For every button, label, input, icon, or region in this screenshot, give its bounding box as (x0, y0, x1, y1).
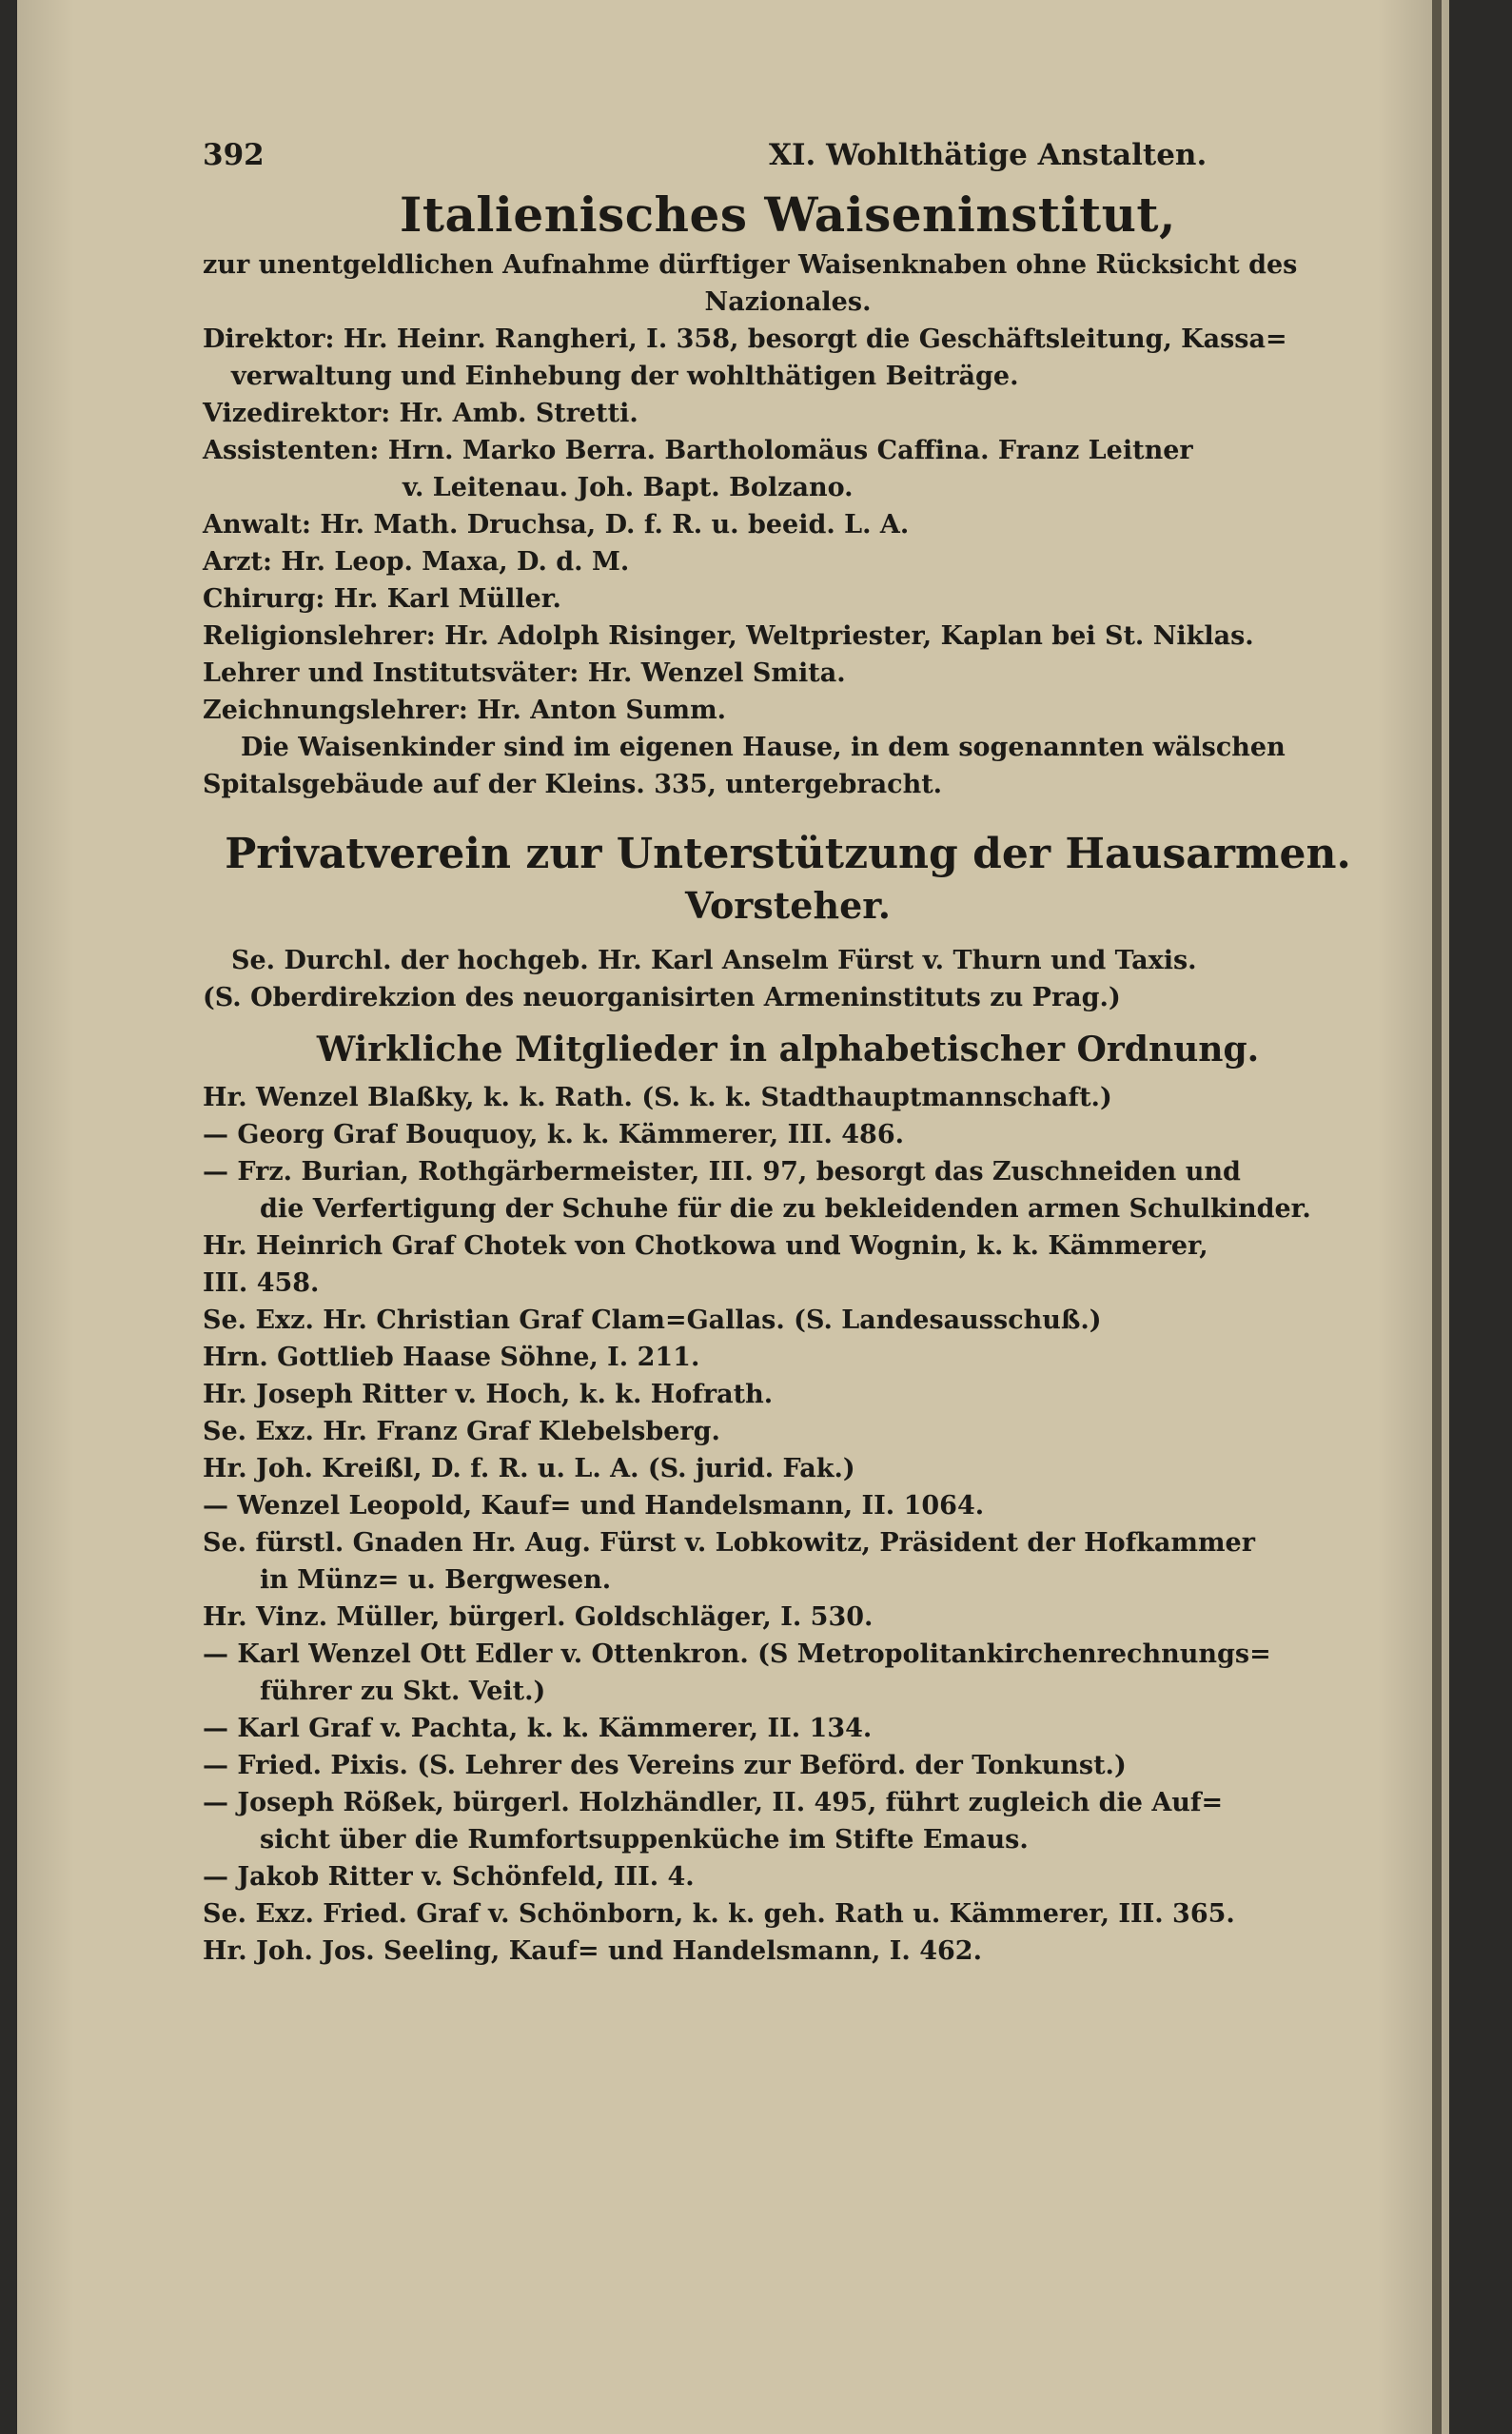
text-line: Zeichnungslehrer: Hr. Anton Summ. (203, 696, 727, 725)
book-page (17, 0, 1449, 2434)
text-line: Arzt: Hr. Leop. Maxa, D. d. M. (203, 547, 630, 577)
member-line: — Georg Graf Bouquoy, k. k. Kämmerer, III. 486. (203, 1120, 905, 1149)
subsection-title-members: Wirkliche Mitglieder in alphabetischer Ordnung. (316, 1030, 1260, 1070)
section-title-waiseninstitut: Italienisches Waiseninstitut, (400, 186, 1176, 243)
text-line: Direktor: Hr. Heinr. Rangheri, I. 358, besorgt die Geschäftsleitung, Kassa= (203, 324, 1287, 354)
member-line: in Münz= u. Bergwesen. (260, 1565, 612, 1595)
member-line: Se. fürstl. Gnaden Hr. Aug. Fürst v. Lobkowitz, Präsident der Hofkammer (203, 1528, 1255, 1558)
member-line: Hrn. Gottlieb Haase Söhne, I. 211. (203, 1343, 700, 1372)
member-line: Hr. Heinrich Graf Chotek von Chotkowa und Wognin, k. k. Kämmerer, (203, 1231, 1208, 1261)
text-line: Vizedirektor: Hr. Amb. Stretti. (203, 399, 638, 428)
member-line: Se. Exz. Hr. Christian Graf Clam=Gallas. (S. Landesausschuß.) (203, 1305, 1102, 1335)
text-line: Spitalsgebäude auf der Kleins. 335, untergebracht. (203, 770, 943, 799)
running-header (203, 133, 1373, 177)
page-number: 392 (203, 138, 265, 172)
member-line: — Karl Wenzel Ott Edler v. Ottenkron. (S Metropolitankirchenrechnungs= (203, 1639, 1271, 1669)
member-line: — Joseph Rößek, bürgerl. Holzhändler, II. 495, führt zugleich die Auf= (203, 1788, 1224, 1817)
text-line: Assistenten: Hrn. Marko Berra. Bartholomäus Caffina. Franz Leitner (203, 436, 1193, 465)
member-line: die Verfertigung der Schuhe für die zu bekleidenden armen Schulkinder. (260, 1194, 1311, 1224)
member-line: sicht über die Rumfortsuppenküche im Stifte Emaus. (260, 1825, 1029, 1855)
text-line: Die Waisenkinder sind im eigenen Hause, in dem sogenannten wälschen (241, 733, 1286, 762)
text-line: Anwalt: Hr. Math. Druchsa, D. f. R. u. beeid. L. A. (203, 510, 910, 540)
text-line: Religionslehrer: Hr. Adolph Risinger, Weltpriester, Kaplan bei St. Niklas. (203, 621, 1254, 651)
member-line: — Frz. Burian, Rothgärbermeister, III. 97, besorgt das Zuschneiden und (203, 1157, 1241, 1187)
text-line: verwaltung und Einhebung der wohlthätigen Beiträge. (231, 362, 1019, 391)
page-text (203, 133, 1373, 1970)
member-line: Hr. Vinz. Müller, bürgerl. Goldschläger, I. 530. (203, 1602, 874, 1632)
member-line: Se. Exz. Hr. Franz Graf Klebelsberg. (203, 1417, 720, 1446)
member-line: — Fried. Pixis. (S. Lehrer des Vereins zur Beförd. der Tonkunst.) (203, 1751, 1127, 1780)
member-line: Hr. Wenzel Blaßky, k. k. Rath. (S. k. k. Stadthauptmannschaft.) (203, 1083, 1112, 1112)
section-subtitle-line-2: Nazionales. (704, 287, 872, 317)
section-subtitle-line-1: zur unentgeldlichen Aufnahme dürftiger Waisenknaben ohne Rücksicht des (203, 250, 1298, 280)
member-line: — Wenzel Leopold, Kauf= und Handelsmann, II. 1064. (203, 1491, 985, 1521)
member-line: führer zu Skt. Veit.) (260, 1677, 546, 1706)
member-line: Hr. Joseph Ritter v. Hoch, k. k. Hofrath. (203, 1380, 774, 1409)
text-line: Se. Durchl. der hochgeb. Hr. Karl Anselm Fürst v. Thurn und Taxis. (231, 946, 1197, 975)
running-title: XI. Wohlthätige Anstalten. (769, 138, 1208, 172)
text-line: v. Leitenau. Joh. Bapt. Bolzano. (403, 473, 854, 502)
text-line: (S. Oberdirekzion des neuorganisirten Armeninstituts zu Prag.) (203, 983, 1121, 1012)
subsection-title-vorsteher: Vorsteher. (684, 884, 892, 927)
member-line: Se. Exz. Fried. Graf v. Schönborn, k. k. geh. Rath u. Kämmerer, III. 365. (203, 1899, 1235, 1929)
text-line: Chirurg: Hr. Karl Müller. (203, 584, 561, 614)
member-line: Hr. Joh. Kreißl, D. f. R. u. L. A. (S. jurid. Fak.) (203, 1454, 855, 1483)
section-title-privatverein: Privatverein zur Unterstützung der Hausarmen. (225, 830, 1351, 878)
member-line: III. 458. (203, 1268, 320, 1298)
member-line: — Jakob Ritter v. Schönfeld, III. 4. (203, 1862, 695, 1892)
member-line: Hr. Joh. Jos. Seeling, Kauf= und Handelsmann, I. 462. (203, 1936, 982, 1966)
member-line: — Karl Graf v. Pachta, k. k. Kämmerer, II. 134. (203, 1714, 873, 1743)
page-edge (1432, 0, 1442, 2434)
text-line: Lehrer und Institutsväter: Hr. Wenzel Smita. (203, 658, 846, 688)
